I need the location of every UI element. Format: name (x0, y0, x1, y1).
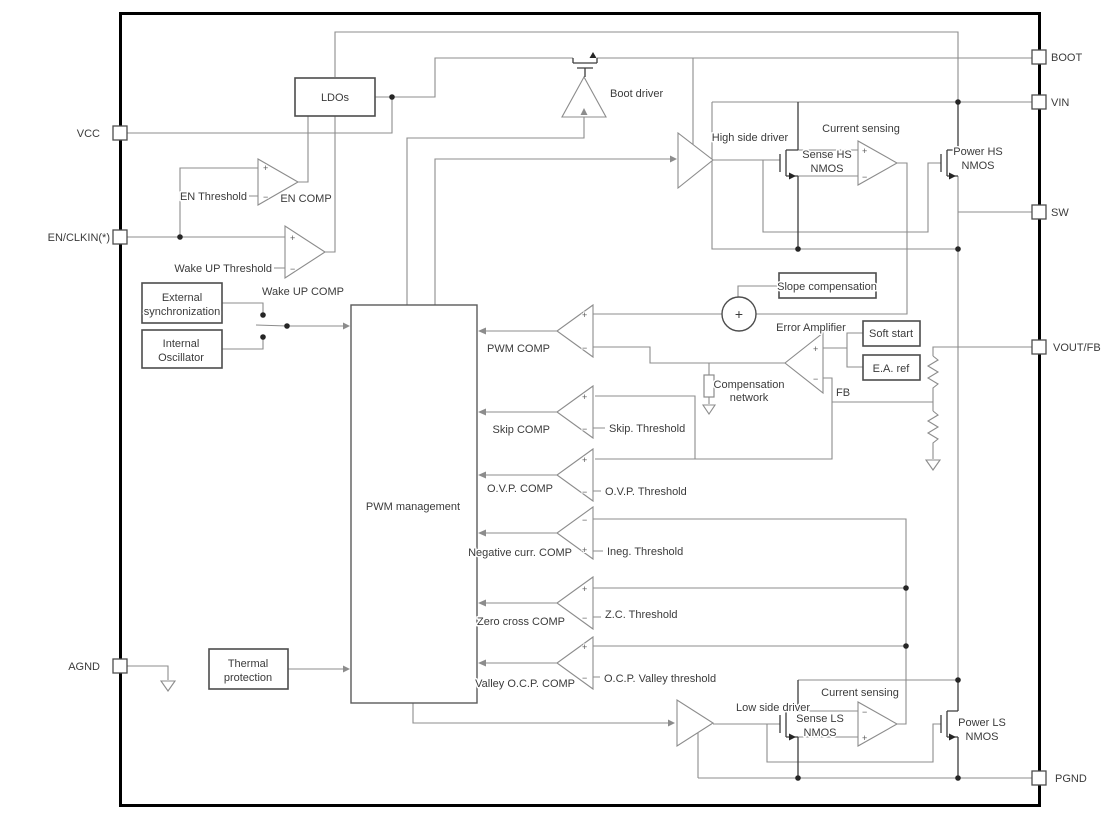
ea-ref-label: E.A. ref (872, 363, 910, 375)
ovp-plus-sign: + (582, 455, 588, 465)
compensation-network-resistor (704, 375, 714, 397)
ocp-valley-threshold-label: O.C.P. Valley threshold (604, 673, 717, 685)
pin-vin (1032, 95, 1046, 109)
pin-pgnd (1032, 771, 1046, 785)
pwm-comp-triangle (557, 305, 593, 357)
wires-power-stage (413, 102, 1032, 778)
pwm-minus-sign: − (582, 343, 588, 353)
low-side-driver-triangle (677, 700, 713, 746)
wires-oscillator-switch (222, 303, 343, 349)
skip-comp-triangle (557, 386, 593, 438)
ovp-comp-triangle (557, 449, 593, 501)
pin-en-clkin (113, 230, 127, 244)
error-amp-plus-sign: + (813, 344, 819, 354)
pwm-plus-sign: + (582, 310, 588, 320)
summing-plus-sign: + (734, 306, 744, 322)
internal-oscillator-label-2: Oscillator (158, 352, 204, 364)
power-hs-mosfet-icon (941, 102, 958, 180)
power-ls-mosfet-icon (941, 680, 958, 778)
power-ls-label-2: NMOS (965, 731, 999, 743)
power-hs-label-2: NMOS (961, 160, 995, 172)
compensation-network-label-1: Compensation (713, 379, 785, 391)
thermal-label-2: protection (223, 672, 273, 684)
external-sync-label-1: External (161, 292, 203, 304)
pin-sw (1032, 205, 1046, 219)
en-threshold-label: EN Threshold (179, 191, 247, 203)
pin-label-vout-fb: VOUT/FB (1053, 342, 1101, 354)
sense-ls-label-1: Sense LS (796, 713, 844, 725)
skip-plus-sign: + (582, 392, 588, 402)
en-comp-label: EN COMP (280, 193, 332, 205)
pin-label-vin: VIN (1051, 97, 1070, 109)
power-ls-label-1: Power LS (958, 717, 1006, 729)
valley-ocp-comp-label: Valley O.C.P. COMP (475, 678, 575, 690)
pin-vout-fb (1032, 340, 1046, 354)
resistor-divider-top (928, 356, 938, 390)
error-amp-minus-sign: − (813, 374, 819, 384)
valley-plus-sign: + (582, 642, 588, 652)
agnd-ground-icon (161, 681, 175, 691)
error-amplifier-triangle (785, 333, 823, 393)
compensation-network-label-2: network (729, 392, 769, 404)
current-sensing-ls-label: Current sensing (821, 687, 899, 699)
wakeup-plus-sign: + (290, 233, 296, 243)
pwm-management-label: PWM management (365, 501, 461, 513)
divider-ground-icon (926, 460, 940, 470)
thermal-label-1: Thermal (227, 658, 269, 670)
sense-hs-mosfet-icon (780, 102, 798, 249)
ineg-threshold-label: Ineg. Threshold (607, 546, 684, 558)
neg-curr-plus-sign: + (582, 545, 588, 555)
zero-cross-minus-sign: − (582, 613, 588, 623)
wakeup-threshold-label: Wake UP Threshold (174, 263, 272, 275)
ovp-threshold-label: O.V.P. Threshold (605, 486, 687, 498)
fb-net-label: FB (836, 387, 851, 399)
sense-ls-label-2: NMOS (803, 727, 837, 739)
pin-label-boot: BOOT (1051, 52, 1083, 64)
pin-boot (1032, 50, 1046, 64)
current-sensing-hs-label: Current sensing (822, 123, 900, 135)
cs-hs-minus-sign: − (862, 172, 868, 182)
external-sync-label-2: synchronization (143, 306, 221, 318)
ovp-minus-sign: − (582, 487, 588, 497)
zc-threshold-label: Z.C. Threshold (605, 609, 678, 621)
compnet-ground-icon (703, 405, 715, 414)
boot-mosfet-icon (573, 52, 597, 77)
pin-agnd (113, 659, 127, 673)
en-minus-sign: − (263, 192, 269, 202)
skip-minus-sign: − (582, 424, 588, 434)
wires-feedback-divider (933, 347, 1032, 459)
pin-label-en-clkin: EN/CLKIN(*) (47, 232, 110, 244)
wakeup-minus-sign: − (290, 264, 296, 274)
skip-comp-label: Skip COMP (492, 424, 550, 436)
pin-label-sw: SW (1051, 207, 1069, 219)
soft-start-label: Soft start (868, 328, 914, 340)
pin-label-vcc: VCC (76, 128, 100, 140)
boot-driver-label: Boot driver (610, 88, 664, 100)
cs-hs-plus-sign: + (862, 146, 868, 156)
wakeup-comp-label: Wake UP COMP (262, 286, 344, 298)
en-plus-sign: + (263, 163, 269, 173)
zero-cross-comp-label: Zero cross COMP (476, 616, 565, 628)
valley-minus-sign: − (582, 673, 588, 683)
sense-hs-label-1: Sense HS (802, 149, 852, 161)
pin-vcc (113, 126, 127, 140)
low-side-driver-label: Low side driver (736, 702, 810, 714)
ldos-label: LDOs (320, 92, 350, 104)
sense-hs-label-2: NMOS (810, 163, 844, 175)
skip-threshold-label: Skip. Threshold (609, 423, 686, 435)
zero-cross-plus-sign: + (582, 584, 588, 594)
cs-ls-minus-sign: − (862, 707, 868, 717)
ovp-comp-label: O.V.P. COMP (486, 483, 553, 495)
sense-ls-mosfet-icon (780, 680, 798, 778)
neg-curr-comp-label: Negative curr. COMP (468, 547, 572, 559)
pin-label-agnd: AGND (68, 661, 100, 673)
pin-label-pgnd: PGND (1055, 773, 1087, 785)
resistor-divider-bottom (928, 411, 938, 445)
high-side-driver-label: High side driver (711, 132, 789, 144)
internal-oscillator-label-1: Internal (162, 338, 200, 350)
neg-curr-minus-sign: − (582, 515, 588, 525)
power-hs-label-1: Power HS (953, 146, 1003, 158)
pwm-comp-label: PWM COMP (487, 343, 550, 355)
error-amplifier-label: Error Amplifier (776, 322, 846, 334)
high-side-driver-triangle (678, 133, 713, 188)
cs-ls-plus-sign: + (862, 733, 868, 743)
slope-compensation-label: Slope compensation (777, 281, 877, 293)
